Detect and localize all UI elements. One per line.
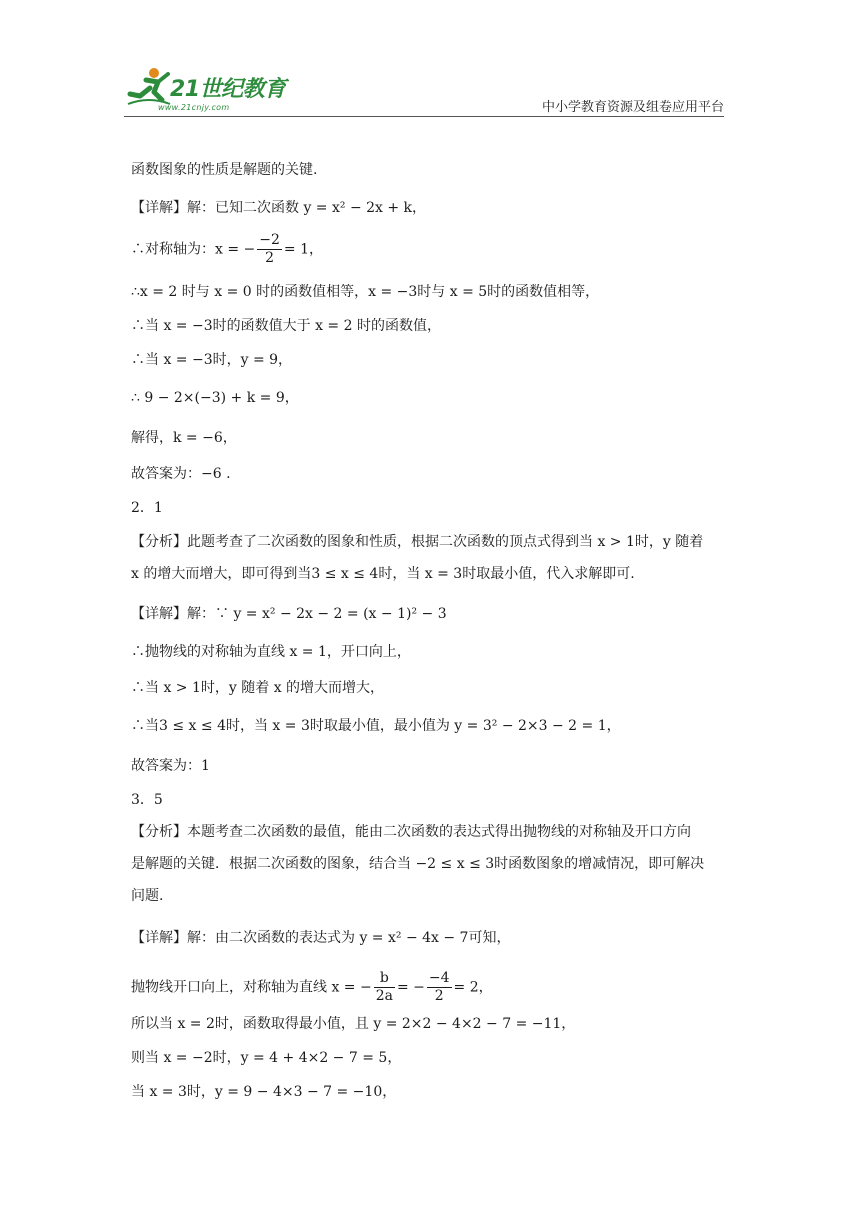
text-line: 【分析】本题考查二次函数的最值，能由二次函数的表达式得出抛物线的对称轴及开口方向 (131, 824, 691, 840)
text-line: ∴ 9 − 2×(−3) + k = 9， (131, 390, 299, 406)
text-span: = 1， (283, 241, 323, 258)
text-line: 当 x = 3时，y = 9 − 4×3 − 7 = −10， (131, 1084, 397, 1100)
logo (124, 66, 294, 118)
text-line: 故答案为：1 (131, 758, 210, 774)
fraction (374, 970, 395, 1005)
text-line: ∴当 x > 1时，y 随着 x 的增大而增大， (131, 680, 385, 696)
text-line: 所以当 x = 2时，函数取得最小值，且 y = 2×2 − 4×2 − 7 = −11， (131, 1016, 576, 1032)
text-line: 则当 x = −2时，y = 4 + 4×2 − 7 = 5， (131, 1050, 402, 1066)
denominator: 2 (265, 250, 275, 266)
logo-url: www.21cnjy.com (158, 103, 230, 112)
text-line: 故答案为：−6 . (131, 466, 231, 482)
text-line: ∴抛物线的对称轴为直线 x = 1，开口向上， (131, 644, 411, 660)
text-line: 【详解】解：由二次函数的表达式为 y = x² − 4x − 7可知， (131, 930, 511, 946)
text-span: 抛物线开口向上，对称轴为直线 x = − (131, 979, 372, 996)
text-line (131, 232, 323, 267)
fraction (257, 232, 282, 267)
denominator: 2 (434, 988, 444, 1004)
text-line (131, 970, 493, 1005)
text-line: ∴x = 2 时与 x = 0 时的函数值相等，x = −3时与 x = 5时的函数值相等， (131, 284, 600, 300)
text-line: 问题. (131, 888, 164, 904)
text-span: ∴对称轴为：x = − (131, 241, 256, 258)
text-line: x 的增大而增大，即可得到当3 ≤ x ≤ 4时，当 x = 3时取最小值，代入求解即可. (131, 566, 635, 582)
numerator: b (374, 970, 395, 988)
text-line: 【详解】解：已知二次函数 y = x² − 2x + k， (131, 200, 427, 216)
fraction (427, 970, 452, 1005)
text-span: = − (396, 979, 425, 996)
logo-name: 21世纪教育 (170, 77, 286, 102)
text-line: 是解题的关键．根据二次函数的图象，结合当 −2 ≤ x ≤ 3时函数图象的增减情况，即可解决 (131, 856, 705, 872)
header-divider (124, 116, 724, 117)
text-line: 函数图象的性质是解题的关键. (131, 162, 318, 178)
numerator: −2 (259, 232, 280, 248)
page-header (0, 0, 860, 120)
question-number: 2．1 (131, 500, 163, 516)
numerator: −4 (428, 970, 450, 986)
text-span: = 2， (453, 979, 493, 996)
text-line: 【详解】解：∵ y = x² − 2x − 2 = (x − 1)² − 3 (131, 606, 447, 622)
platform-title: 中小学教育资源及组卷应用平台 (541, 100, 724, 115)
text-line: ∴当 x = −3时的函数值大于 x = 2 时的函数值， (131, 318, 441, 334)
text-line: ∴当 x = −3时，y = 9， (131, 352, 293, 368)
text-line: 【分析】此题考查了二次函数的图象和性质，根据二次函数的顶点式得到当 x > 1时，y 随着 (131, 534, 704, 550)
question-number: 3．5 (131, 792, 163, 808)
text-line: 解得，k = −6， (131, 430, 237, 446)
denominator: 2a (375, 988, 393, 1004)
text-line: ∴当3 ≤ x ≤ 4时，当 x = 3时取最小值，最小值为 y = 3² − 2×3 − 2 = 1， (131, 718, 621, 734)
